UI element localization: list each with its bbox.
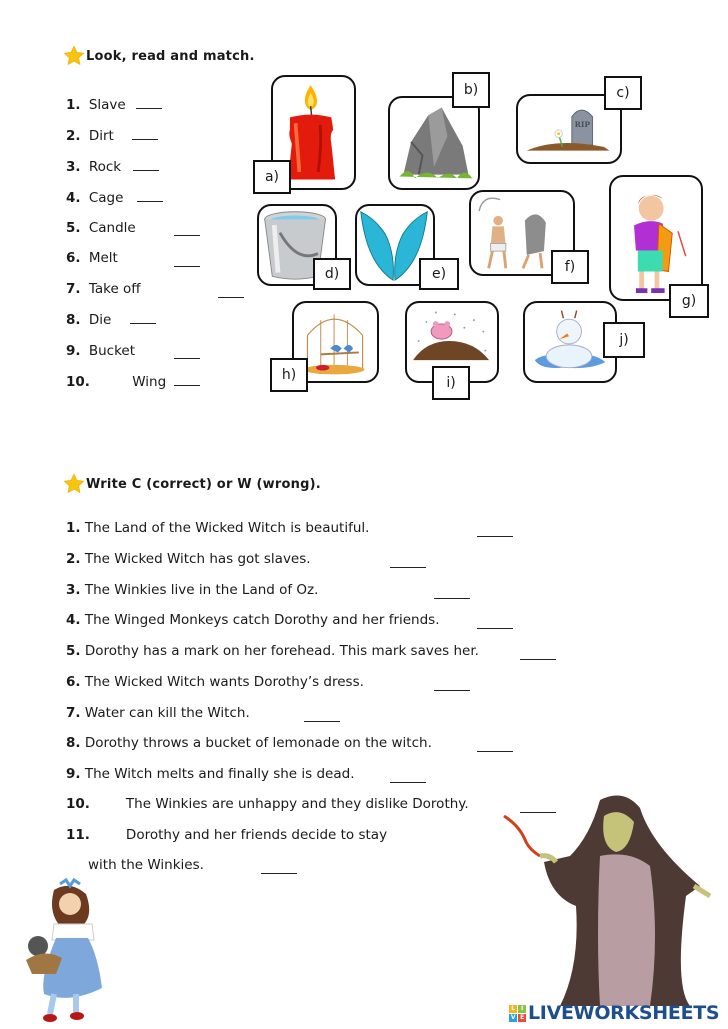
- picture-tile-rock: [388, 96, 480, 190]
- answer-blank[interactable]: [434, 689, 470, 691]
- answer-blank[interactable]: [133, 169, 159, 171]
- section2-heading: [63, 473, 321, 495]
- match-item: 8. Die: [66, 312, 156, 328]
- match-item: 9. Bucket: [66, 343, 136, 359]
- picture-tile-boy: [609, 175, 703, 301]
- wicked-witch-illustration: [500, 786, 722, 1014]
- statement-item: 2. The Wicked Witch has got slaves.: [66, 551, 311, 567]
- statement-item: 11. Dorothy and her friends decide to stay: [66, 827, 388, 843]
- match-item: 2. Dirt: [66, 128, 158, 144]
- answer-blank[interactable]: [136, 107, 162, 109]
- statement-item: 5. Dorothy has a mark on her forehead. This mark saves her.: [66, 643, 479, 659]
- answer-blank[interactable]: [304, 720, 340, 722]
- dorothy-illustration: [10, 876, 110, 1026]
- answer-blank[interactable]: [174, 357, 200, 359]
- section2-heading-text: Write C (correct) or W (wrong).: [86, 476, 321, 492]
- statement-item: 3. The Winkies live in the Land of Oz.: [66, 582, 319, 598]
- boy-taking-off-jacket-icon: [611, 177, 701, 299]
- match-item: 5. Candle: [66, 220, 136, 236]
- match-item: 7. Take off: [66, 281, 141, 297]
- answer-blank[interactable]: [174, 234, 200, 236]
- answer-blank[interactable]: [434, 597, 470, 599]
- answer-blank[interactable]: [520, 658, 556, 660]
- match-item: 6. Melt: [66, 250, 118, 266]
- answer-blank[interactable]: [132, 138, 158, 140]
- answer-blank[interactable]: [130, 322, 156, 324]
- answer-blank[interactable]: [390, 781, 426, 783]
- match-item: 10. Wing: [66, 374, 200, 390]
- answer-blank[interactable]: [137, 200, 163, 202]
- answer-blank[interactable]: [261, 872, 297, 874]
- statement-item: 7. Water can kill the Witch.: [66, 705, 250, 721]
- rock-icon: [390, 98, 478, 188]
- dorothy-icon: [10, 876, 110, 1026]
- answer-blank[interactable]: [174, 265, 200, 267]
- star-icon: [63, 45, 85, 67]
- picture-label-d: d): [313, 258, 351, 290]
- picture-label-f: f): [551, 250, 589, 284]
- picture-label-e: e): [419, 258, 459, 290]
- answer-blank[interactable]: [390, 566, 426, 568]
- statement-item: 1. The Land of the Wicked Witch is beautiful.: [66, 520, 370, 536]
- match-item: 1. Slave: [66, 97, 162, 113]
- picture-label-c: c): [604, 76, 642, 110]
- answer-blank[interactable]: [218, 296, 244, 298]
- answer-blank[interactable]: [477, 750, 513, 752]
- section1-heading: [63, 45, 255, 67]
- brand-name: LIVEWORKSHEETS: [528, 1002, 720, 1024]
- statement-item: 8. Dorothy throws a bucket of lemonade on the witch.: [66, 735, 432, 751]
- statement-item: 4. The Winged Monkeys catch Dorothy and her friends.: [66, 612, 440, 628]
- picture-label-g: g): [669, 284, 709, 318]
- section1-heading-text: Look, read and match.: [86, 48, 255, 64]
- statement-item: 9. The Witch melts and finally she is dead.: [66, 766, 355, 782]
- picture-label-b: b): [452, 72, 490, 108]
- answer-blank[interactable]: [174, 384, 200, 386]
- statement-continuation: with the Winkies.: [88, 857, 204, 873]
- liveworksheets-logo-icon: L I V E: [509, 1005, 526, 1022]
- svg-text:RIP: RIP: [574, 120, 591, 130]
- picture-label-i: i): [432, 366, 470, 400]
- match-item: 4. Cage: [66, 190, 163, 206]
- answer-blank[interactable]: [477, 627, 513, 629]
- match-item: 3. Rock: [66, 159, 159, 175]
- statement-item: 10. The Winkies are unhappy and they dislike Dorothy.: [66, 796, 469, 812]
- liveworksheets-brand: [509, 1002, 719, 1024]
- star-icon: [63, 473, 85, 495]
- answer-blank[interactable]: [477, 535, 513, 537]
- picture-label-h: h): [270, 358, 308, 392]
- picture-label-a: a): [253, 160, 291, 194]
- picture-label-j: j): [603, 322, 645, 358]
- statement-item: 6. The Wicked Witch wants Dorothy’s dress.: [66, 674, 364, 690]
- witch-icon: [500, 786, 722, 1014]
- melting-snowman-icon: [525, 303, 615, 381]
